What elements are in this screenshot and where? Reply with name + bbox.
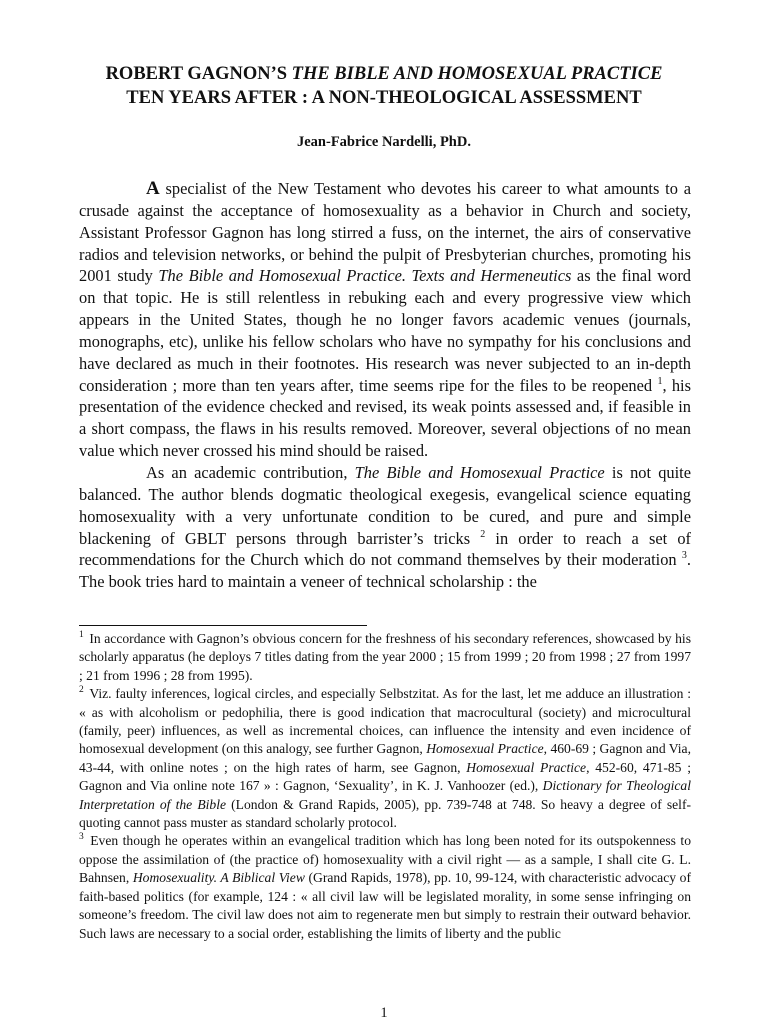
author-name: Jean-Fabrice Nardelli, PhD. [297,134,471,150]
footnote-1: $^1$ In accordance with Gagnon’s obvious concern for the freshness of his secondary references, showcased by his scholarly apparatus (he deploys 7 titles dating from the year 2000 ; 15 from 1999 ; 20 from 1998 ; 27 from 1997 ; 21 from 1996 ; 28 from 1995). [79,630,691,683]
page-number: 1 [380,1005,388,1021]
footnote-ref-3: 3 [681,550,687,562]
paragraph-2: As an academic contribution, The Bible and Homosexual Practice is not quite balanced. The author blends dogmatic theological exegesis, evangelical science equating homosexuality with a very unfortunate condition to be cured, and pure and simple blackening of GBLT persons through barrister’s tricks $^2$ in order to reach a set of recommendations for the Church which do not command themselves by their moderation $^3$. The book tries hard to maintain a veneer of technical scholarship : the [79,462,692,592]
title-book-italic: THE BIBLE AND HOMOSEXUAL PRACTICE [291,64,663,84]
footnote-ref-1: 1 [657,375,663,387]
footnote-ref-2: 2 [480,528,486,540]
body-text [79,178,691,593]
footnotes [79,630,691,943]
title-line1-prefix: ROBERT GAGNON’S [105,64,292,84]
title-line2: TEN YEARS AFTER : A NON-THEOLOGICAL ASSESSMENT [126,88,642,108]
footnote-divider [79,625,367,626]
paragraph-1: A specialist of the New Testament who devotes his career to what amounts to a crusade against the acceptance of homosexuality as a behavior in Church and society, Assistant Professor Gagnon has long stirred a fuss, on the internet, the airs of conservative radios and television networks, or behind the pulpit of Presbyterian churches, promoting his 2001 study The Bible and Homosexual Practice. Texts and Hermeneutics as the final word on that topic. He is still relentless in rebuking each and every progressive view which appears in the United States, though he no longer favors academic venues (journals, monographs, etc), unlike his fellow scholars who have no sympathy for his conclusions and have declared as much in their footnotes. His research was never subjected to an in-depth consideration ; more than ten years after, time seems ripe for the files to be reopened $^1$, his presentation of the evidence checked and revised, its weak points assessed and, if feasible in a short compass, the flaws in his results removed. Moreover, several objections of no mean value which never crossed his mind should be raised. [79,178,691,461]
footnote-3: $^3$ Even though he operates within an evangelical tradition which has long been noted for its outspokenness to oppose the assimilation of (the practice of) homosexuality with a civil right — as a sample, I shall cite G. L. Bahnsen, Homosexuality. A Biblical View (Grand Rapids, 1978), pp. 10, 99-124, with characteristic advocacy of faith-based politics (for example, 124 : « all civil law will be legislated morality, in some sense infringing on someone’s freedom. The civil law does not aim to regenerate men but simply to restrain their outward behavior. Such laws are necessary to a social order, establishing the limits of liberty and the public [79,832,691,941]
page-title [60,62,708,110]
footnote-2: $^2$ Viz. faulty inferences, logical circles, and especially Selbstzitat. As for the last, let me adduce an illustration : « as with alcoholism or pedophilia, there is good indication that macrocultural (society) and microcultural (family, peer) influences, as well as incremental choices, can influence the intensity and even incidence of homosexual development (on this analogy, see further Gagnon, Homosexual Practice, 460-69 ; Gagnon and Via, 43-44, with online notes ; on the high rates of harm, see Gagnon, Homosexual Practice, 452-60, 471-85 ; Gagnon and Via online note 167 » : Gagnon, ‘Sexuality’, in K. J. Vanhoozer (ed.), Dictionary for Theological Interpretation of the Bible (London & Grand Rapids, 2005), pp. 739-748 at 748. So heavy a degree of self-quoting cannot pass muster as standard scholarly protocol. [79,685,692,831]
drop-cap: A [146,178,160,199]
